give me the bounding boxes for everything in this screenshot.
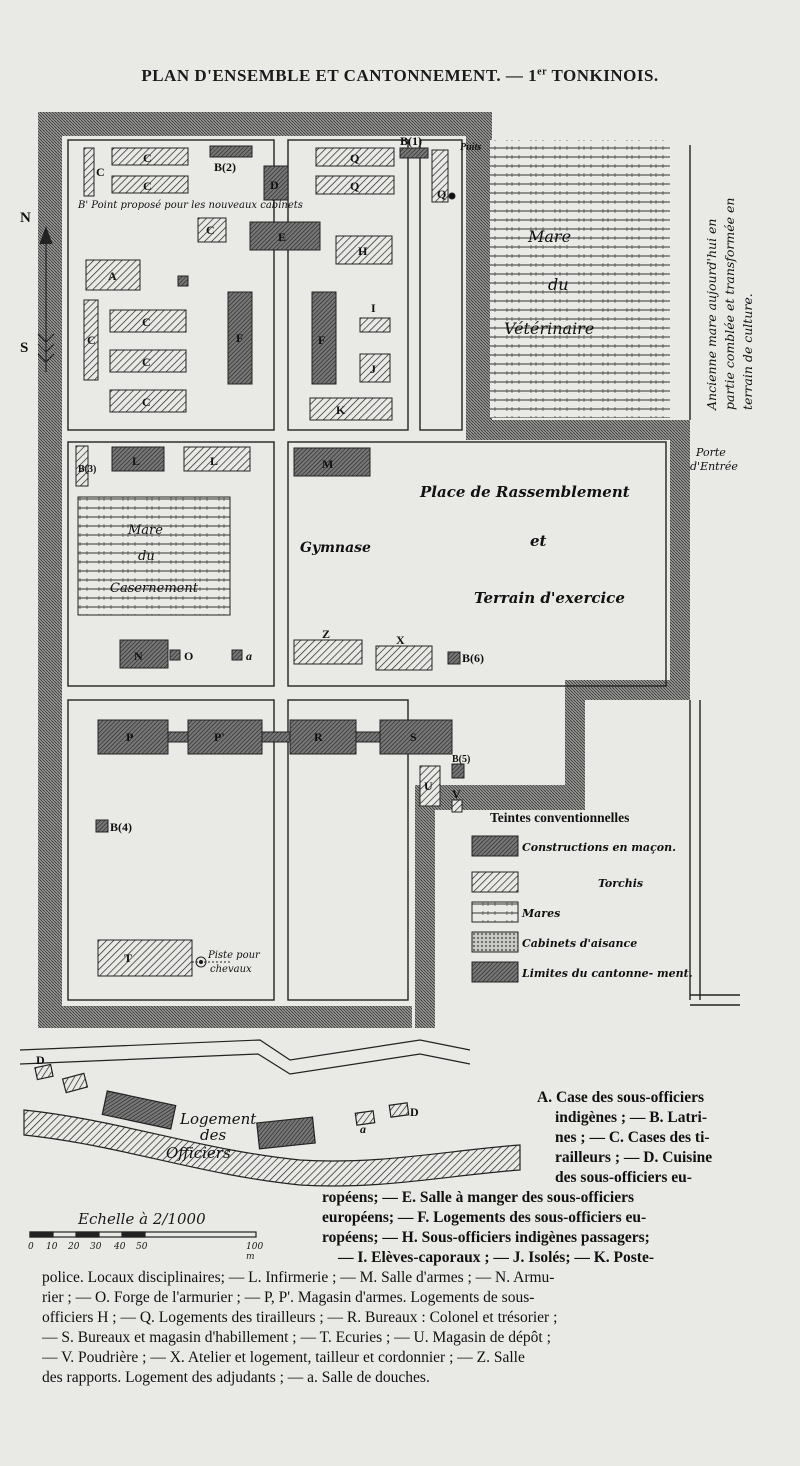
key-line: européens; — F. Logements des sous-officiers eu-	[322, 1209, 647, 1226]
label-O: O	[184, 649, 194, 663]
key-line: officiers H ; — Q. Logements des tirailleurs ; — R. Bureaux : Colonel et trésorier ;	[42, 1309, 558, 1326]
legend-heading: Teintes conventionnelles	[490, 810, 630, 825]
logement-line2: des	[200, 1126, 227, 1144]
label-B1: B(1)	[400, 134, 422, 148]
label-C3: C	[206, 223, 215, 237]
label-F1: F	[236, 331, 244, 345]
ancienne-mare-line2: partie comblée et transformée en	[722, 197, 737, 410]
legend-item-1: Constructions en maçon.	[522, 841, 676, 854]
key-line: A. Case des sous-officiers	[537, 1089, 705, 1106]
ancienne-mare-line1: Ancienne mare aujourd'hui en	[704, 218, 719, 410]
label-P-prime: P'	[214, 730, 225, 744]
note-point-propose: B' Point proposé pour les nouveaux cabinets	[78, 200, 303, 211]
label-A: A	[108, 269, 117, 283]
key-line: ropéens; — E. Salle à manger des sous-officiers	[322, 1189, 634, 1206]
mare-vet-line1: Mare	[528, 227, 572, 246]
label-a: a	[246, 649, 252, 663]
key-line: — I. Elèves-caporaux ; — J. Isolés; — K. Poste-	[338, 1249, 654, 1266]
label-Q2: Q	[350, 179, 360, 193]
title-main: PLAN D'ENSEMBLE ET CANTONNEMENT. — 1	[141, 66, 538, 85]
label-U: U	[424, 779, 433, 793]
buildings-middle-right	[294, 448, 460, 670]
key-line: — V. Poudrière ; — X. Atelier et logement, tailleur et cordonnier ; — Z. Salle	[42, 1349, 525, 1366]
label-P: P	[126, 730, 134, 744]
label-R: R	[314, 730, 323, 744]
place-rassemblement: Place de Rassemblement	[420, 483, 630, 501]
label-C5: C	[142, 315, 151, 329]
scale-tick: 50	[136, 1242, 148, 1252]
title-sup: er	[537, 66, 548, 78]
place-et: et	[530, 532, 547, 550]
scale-tick: 100 m	[246, 1242, 264, 1262]
title-end: TONKINOIS.	[547, 66, 659, 85]
officers-area	[20, 1040, 520, 1186]
label-B4: B(4)	[110, 820, 132, 834]
scale-label: Echelle à 2/1000	[78, 1210, 206, 1228]
mare-cas-line2: du	[138, 549, 155, 564]
mare-vet-line2: du	[548, 275, 569, 294]
key-line: nes ; — C. Cases des ti-	[555, 1129, 710, 1146]
legend-item-2: Torchis	[598, 877, 644, 890]
compass-south: S	[20, 340, 29, 356]
key-line: rier ; — O. Forge de l'armurier ; — P, P'. Magasin d'armes. Logements de sous-	[42, 1289, 535, 1306]
mare-veterinaire	[490, 140, 670, 418]
label-puits: Puits	[460, 142, 482, 153]
scale-tick: 30	[90, 1242, 102, 1252]
label-D: D	[270, 178, 279, 192]
label-L2: L	[210, 454, 219, 468]
label-a-officers: a	[360, 1122, 366, 1136]
legend-item-3: Mares	[522, 907, 561, 920]
scale-tick: 40	[114, 1242, 126, 1252]
porte-line1: Porte	[696, 446, 726, 459]
label-Q1: Q	[350, 151, 360, 165]
label-F2: F	[318, 333, 326, 347]
scale-tick: 0	[28, 1242, 34, 1252]
legend-swatches	[472, 836, 518, 982]
legend-item-5: Limites du cantonne- ment.	[522, 967, 693, 980]
label-C2: C	[143, 179, 152, 193]
label-C6: C	[142, 355, 151, 369]
key-line: des sous-officiers eu-	[555, 1169, 692, 1186]
label-E: E	[278, 230, 287, 244]
label-B3: B(3)	[78, 464, 97, 475]
label-D-officers: D	[36, 1053, 45, 1067]
label-T: T	[124, 951, 133, 965]
label-B6: B(6)	[462, 651, 484, 665]
label-M: M	[322, 457, 334, 471]
buildings-lower	[96, 720, 464, 976]
label-C7: C	[142, 395, 151, 409]
label-S: S	[410, 730, 417, 744]
key-line: railleurs ; — D. Cuisine	[555, 1149, 713, 1166]
label-V: V	[452, 787, 461, 801]
label-H: H	[358, 244, 368, 258]
gymnase-label: Gymnase	[300, 540, 371, 556]
label-K: K	[336, 403, 346, 417]
label-C4: C	[87, 333, 96, 347]
key-full-width	[42, 1188, 742, 1388]
label-C-left: C	[96, 165, 105, 179]
terrain-exercice: Terrain d'exercice	[474, 589, 625, 607]
label-C1: C	[143, 151, 152, 165]
label-L1: L	[132, 454, 141, 468]
piste-line2: chevaux	[210, 964, 252, 975]
mare-cas-line3: Casernement	[110, 581, 198, 596]
label-D-officers-2: D	[410, 1105, 419, 1119]
scale-tick: 10	[46, 1242, 58, 1252]
label-Q3: Q	[437, 187, 447, 201]
label-I: I	[371, 301, 376, 315]
key-right-column	[537, 1088, 797, 1188]
label-X: X	[396, 633, 405, 647]
piste-line1: Piste pour	[208, 950, 260, 961]
key-line: — S. Bureaux et magasin d'habillement ; — T. Ecuries ; — U. Magasin de dépôt ;	[42, 1329, 551, 1346]
logement-line1: Logement	[180, 1110, 257, 1128]
mare-cas-line1: Mare	[128, 523, 163, 538]
key-line: ropéens; — H. Sous-officiers indigènes passagers;	[322, 1229, 650, 1246]
label-Z: Z	[322, 627, 331, 641]
mare-vet-line3: Vétérinaire	[504, 319, 595, 338]
compass-north: N	[20, 210, 31, 226]
label-B2: B(2)	[214, 160, 236, 174]
key-line: police. Locaux disciplinaires; — L. Infirmerie ; — M. Salle d'armes ; — N. Armu-	[42, 1269, 555, 1286]
key-line: des rapports. Logement des adjudants ; — a. Salle de douches.	[42, 1369, 430, 1386]
scale-tick: 20	[68, 1242, 80, 1252]
ancienne-mare-line3: terrain de culture.	[740, 293, 755, 410]
key-line: indigènes ; — B. Latri-	[555, 1109, 707, 1126]
legend-item-4: Cabinets d'aisance	[522, 937, 638, 950]
porte-line2: d'Entrée	[690, 460, 738, 473]
label-B5: B(5)	[452, 754, 471, 765]
logement-line3: Officiers	[166, 1144, 231, 1162]
label-J: J	[370, 362, 376, 376]
label-N: N	[134, 649, 143, 663]
